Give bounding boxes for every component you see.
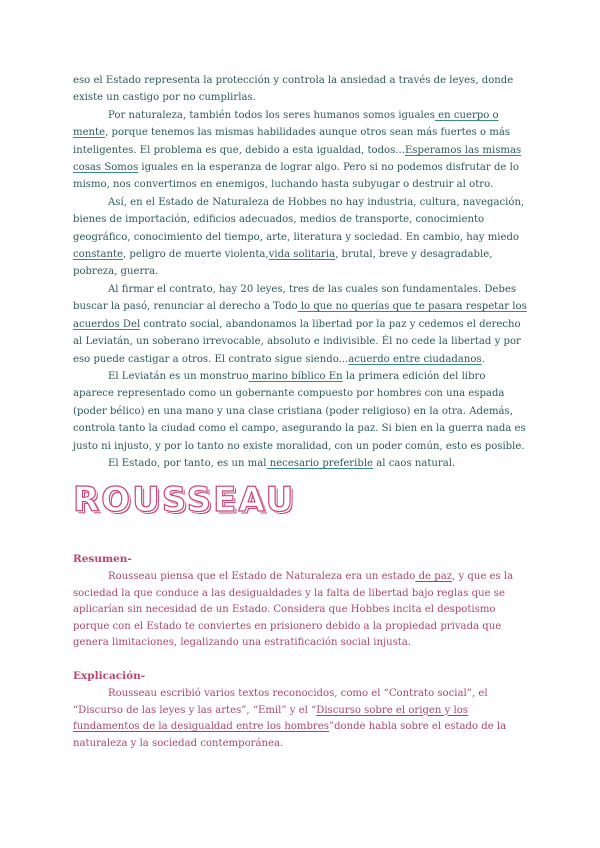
hobbes-section (73, 72, 528, 472)
underlined-phrase: Esperamos las mismas cosas Somos (73, 144, 522, 174)
text-run: Así, en el Estado de Naturaleza de Hobbes no hay industria, cultura, navegación, bienes de importación, edificios adecuados, medios de transporte, conocimiento geográfico, conocimiento del tiempo, arte, literatura y sociedad. En cambio, hay miedo (73, 196, 525, 243)
text-run: Al firmar el contrato, hay 20 leyes, tres de las cuales son fundamentales. Debes buscar la pasó, renunciar al derecho a Todo (73, 283, 517, 313)
text-run: El Leviatán es un monstruo (108, 370, 249, 382)
text-run: Rousseau escribió varios textos reconocidos, como el “Contrato social”, el “Discurso de las leyes y las artes”, “Emil” y el “ (73, 688, 488, 716)
text-run: , porque tenemos las mismas habilidades aunque otros sean más fuertes o más inteligentes. El problema es que, debido a esta igualdad, todos... (73, 127, 511, 156)
explicacion-heading: Explicación- (73, 670, 146, 682)
text-run: ”donde habla sobre el estado de la naturaleza y la sociedad contemporánea. (73, 721, 507, 749)
underlined-phrase: constante (73, 249, 124, 261)
explicacion-paragraph (73, 686, 528, 752)
underlined-phrase: lo que no querías que te pasara respetar los acuerdos Del (73, 301, 527, 330)
underlined-phrase: en cuerpo o mente (73, 109, 499, 139)
paragraph-5 (73, 368, 528, 455)
underlined-phrase: acuerdo entre ciudadanos (348, 353, 482, 365)
section-title-rousseau: ROUSSEAU (73, 480, 296, 520)
text-run: al caos natural. (373, 457, 456, 469)
explicacion-section (73, 670, 528, 752)
resumen-paragraph (73, 569, 528, 652)
resumen-heading: Resumen- (73, 553, 132, 565)
underlined-phrase: de paz (415, 571, 453, 582)
text-run: , y que es la sociedad la que conduce a las desigualdades y la falta de libertad bajo reglas que se aplicarían sin necesidad de un Estado. Considera que Hobbes incita el despotismo porque con el Estado te conviertes en prisionero debido a la propiedad privada que genera limitaciones, legalizando una estratificación social injusta. (73, 571, 514, 649)
text-run: Rousseau piensa que el Estado de Naturaleza era un estado (108, 571, 416, 582)
paragraph-4 (73, 281, 528, 368)
text-run: . (481, 353, 485, 365)
text-run: Por naturaleza, también todos los seres humanos somos iguales (108, 109, 435, 121)
paragraph-2 (73, 107, 528, 194)
text-run: , brutal, breve y desagradable, pobreza, guerra. (73, 249, 493, 278)
text-run: la primera edición del libro aparece representado como un gobernante compuesto por hombres con una espada (poder bélico) en una mano y una clase cristiana (poder religioso) en la otra. Además, controla tanto la ciudad como el campo, asegurando la paz. Si bien en la guerra nada es justo ni injusto, y por lo tanto no existe moralidad, con un poder común, esto es posible. (73, 370, 526, 452)
underlined-phrase: vida solitaria (268, 249, 336, 261)
text-run: , peligro de muerte violenta, (123, 249, 269, 261)
text-run: iguales en la esperanza de lograr algo. Pero si no podemos disfrutar de lo mismo, nos convertimos en enemigos, luchando hasta subyugar o destruir al otro. (73, 162, 519, 191)
text-run: contrato social, abandonamos la libertad por la paz y cedemos el derecho al Leviatán, un soberano irrevocable, absoluto e indivisible. Él no cede la libertad y por eso puede castigar a otros. El contrato sigue siendo... (73, 318, 521, 365)
paragraph-3 (73, 194, 528, 281)
underlined-phrase: Discurso sobre el origen y los fundamentos de la desigualdad entre los hombres (73, 704, 468, 733)
resumen-section (73, 553, 528, 652)
underlined-phrase: necesario preferible (266, 457, 374, 469)
text-run: El Estado, por tanto, es un mal (108, 457, 267, 469)
paragraph-6 (73, 455, 528, 472)
underlined-phrase: marino bíblico En (248, 370, 343, 382)
paragraph-1: eso el Estado representa la protección y controla la ansiedad a través de leyes, donde existe un castigo por no cumplirlas. (73, 75, 514, 104)
